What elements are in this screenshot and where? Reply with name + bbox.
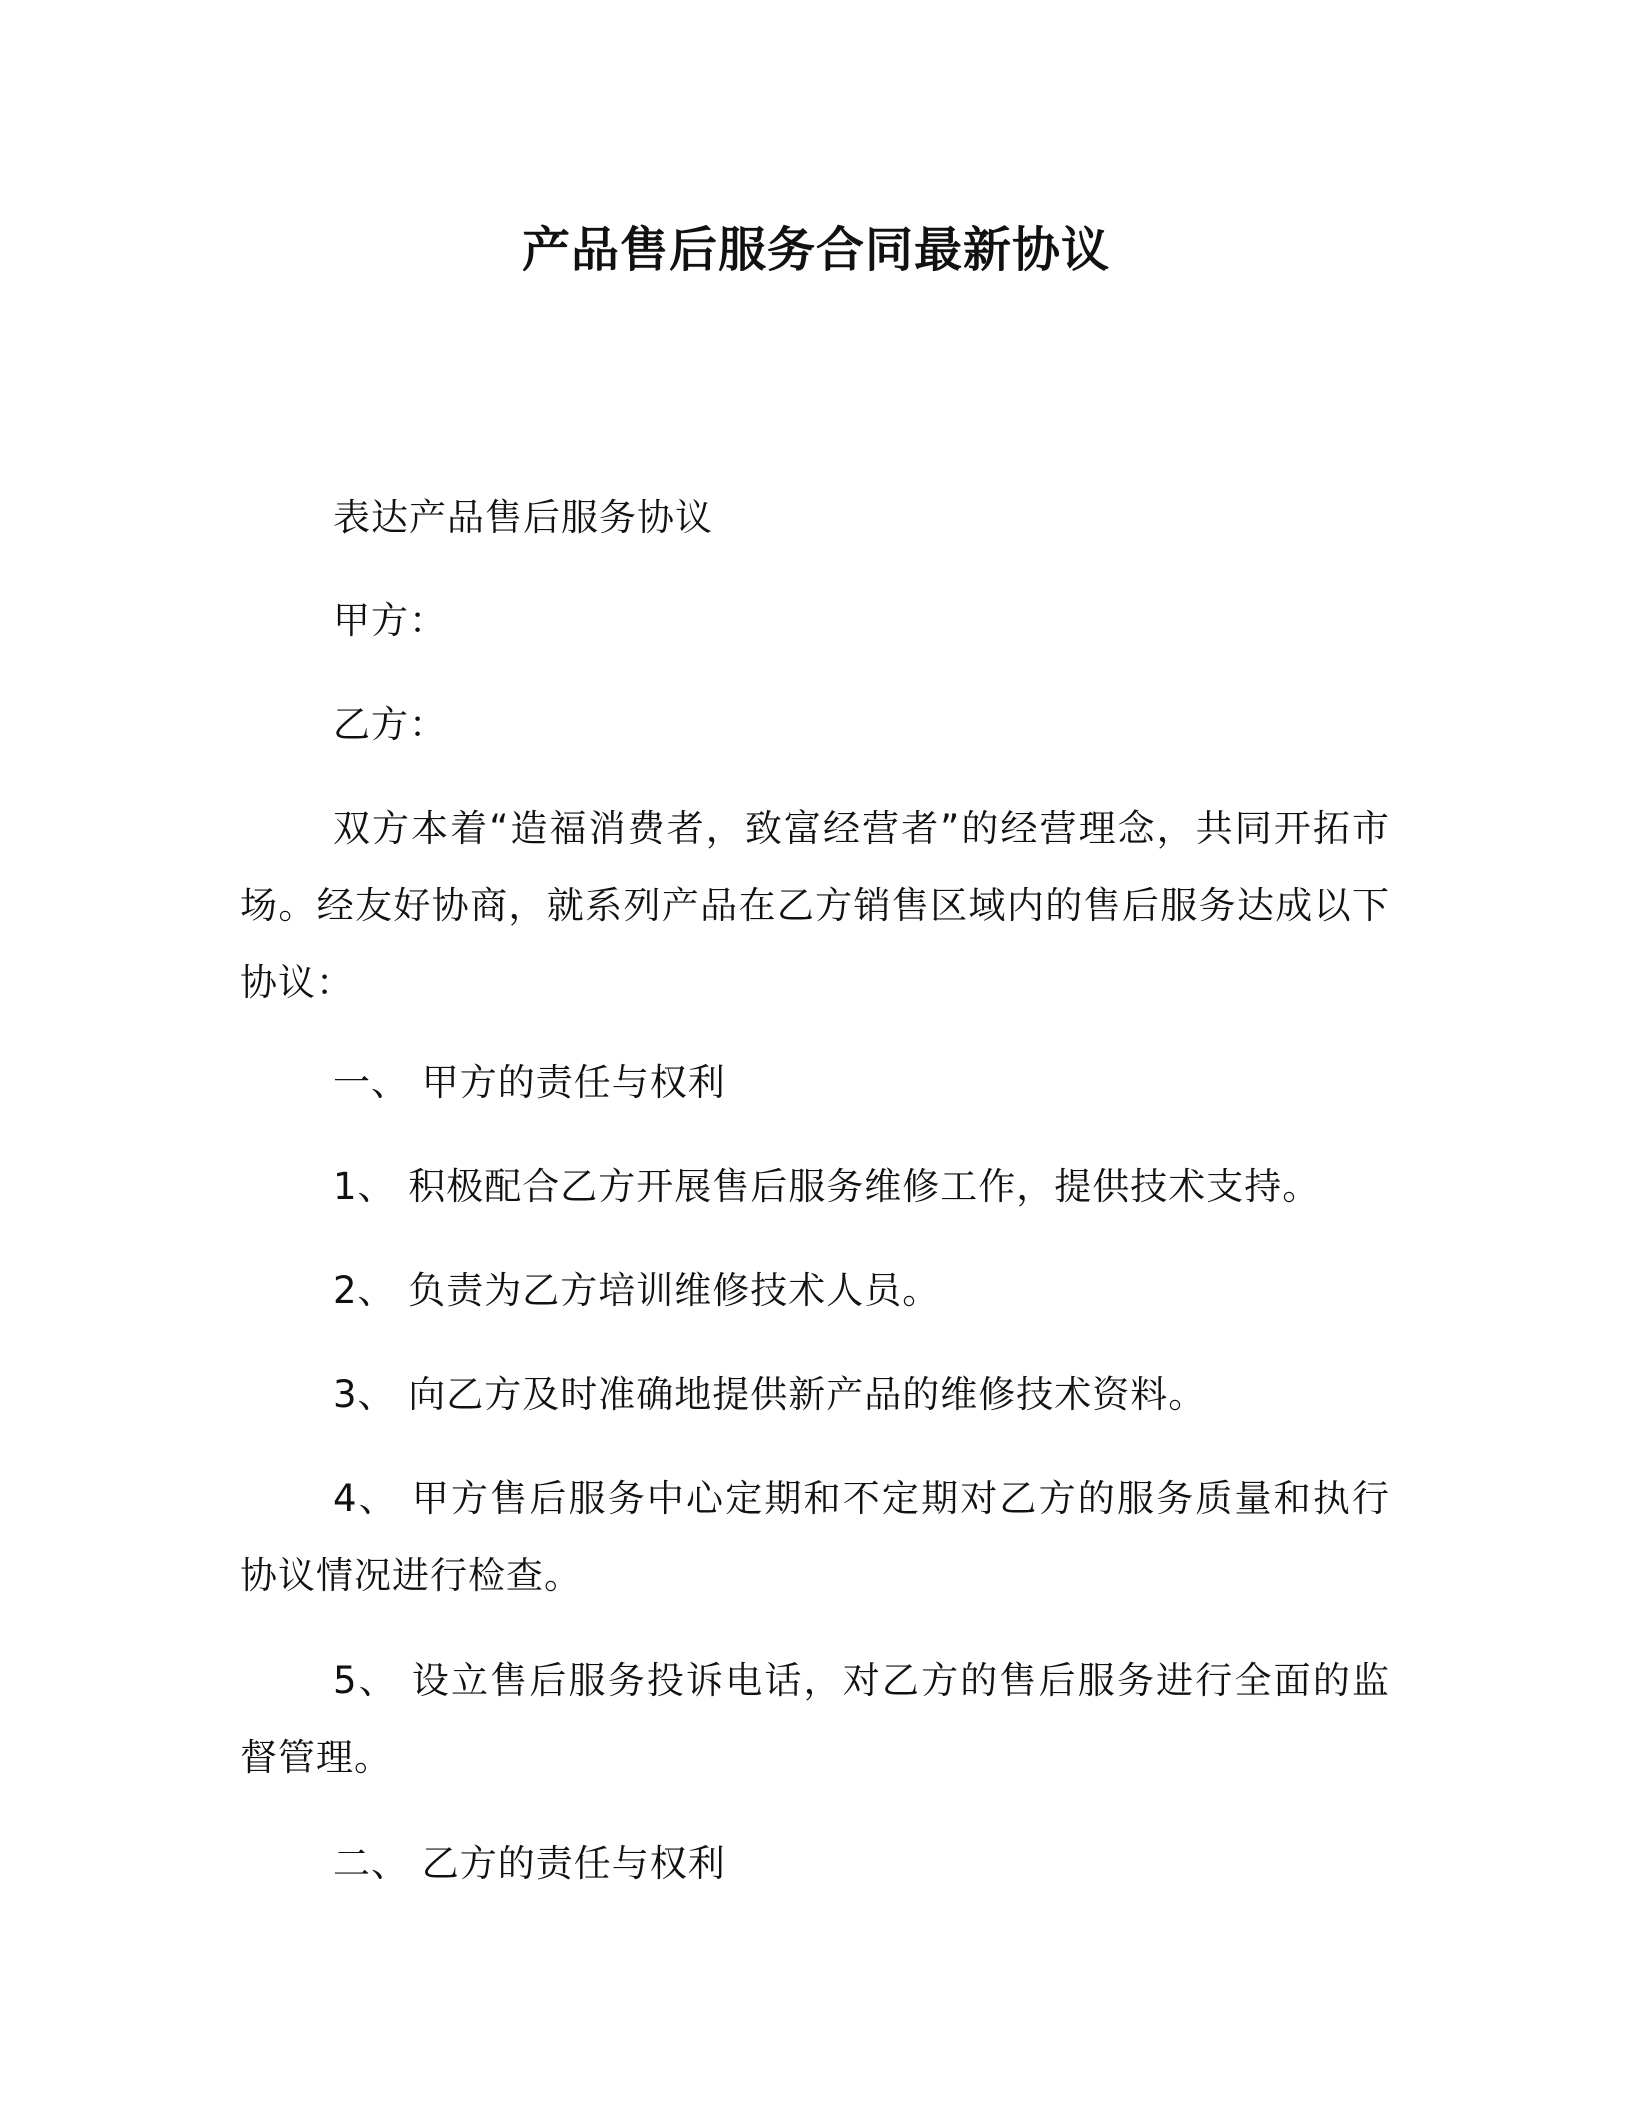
- section-1-item-5: 5、 设立售后服务投诉电话，对乙方的售后服务进行全面的监督管理。: [240, 1659, 1390, 1779]
- party-a-label: 甲方：: [333, 599, 447, 642]
- party-b-label: 乙方：: [333, 703, 447, 746]
- section-1-item-4: 4、 甲方售后服务中心定期和不定期对乙方的服务质量和执行协议情况进行检查。: [240, 1477, 1390, 1597]
- intro-paragraph: 双方本着“造福消费者，致富经营者”的经营理念，共同开拓市场。经友好协商，就系列产品在乙方销售区域内的售后服务达成以下协议：: [240, 807, 1390, 1004]
- section-1-item-3: 3、 向乙方及时准确地提供新产品的维修技术资料。: [333, 1373, 1207, 1416]
- document-title: 产品售后服务合同最新协议: [521, 222, 1110, 278]
- document-subtitle: 表达产品售后服务协议: [333, 496, 713, 539]
- section-1-item-2: 2、 负责为乙方培训维修技术人员。: [333, 1269, 941, 1312]
- section-1-item-1: 1、 积极配合乙方开展售后服务维修工作，提供技术支持。: [333, 1165, 1321, 1208]
- section-2-heading: 二、 乙方的责任与权利: [333, 1842, 726, 1885]
- section-1-heading: 一、 甲方的责任与权利: [333, 1061, 726, 1104]
